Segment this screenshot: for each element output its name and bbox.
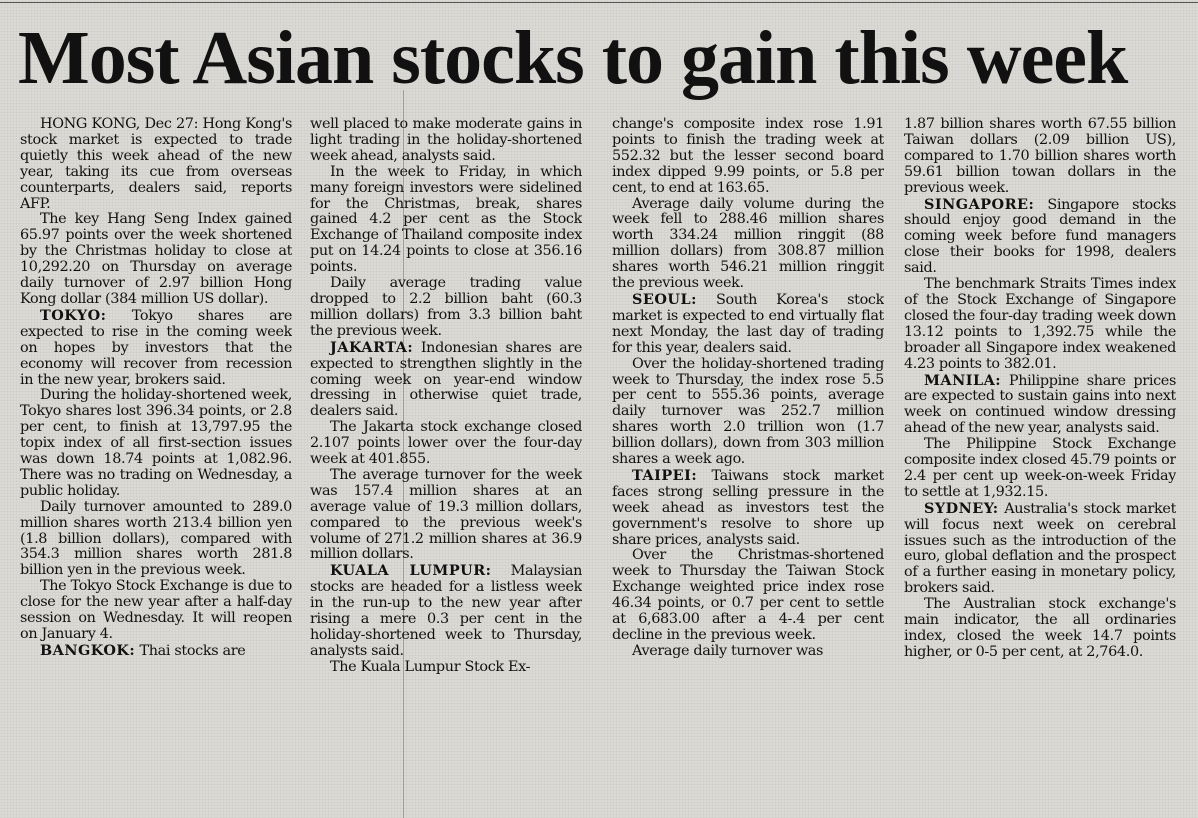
article-paragraph (20, 500, 292, 580)
article-paragraph (20, 643, 292, 660)
paragraph-text: Tokyo shares are expected to rise in the coming week on hopes by investors that the economy will recover from recession in the new year, brokers said. (20, 307, 292, 388)
market-dateline: SINGAPORE: (924, 195, 1035, 213)
paragraph-text: well placed to make moderate gains in light trading in the holiday-shortened week ahead, analysts said. (310, 117, 582, 164)
article-paragraph (612, 197, 884, 292)
paragraph-text: The key Hang Seng Index gained 65.97 points over the week shortened by the Christmas holiday to close at 10,292.20 on Thursday on average daily turnover of 2.97 billion Hong Kong dollar (384 million US dollar). (20, 211, 292, 307)
paragraph-text: Malaysian stocks are headed for a listless week in the run-up to the new year after rising a mere 0.3 per cent in the holiday-shortened week to Thursday, analysts said. (310, 563, 582, 659)
market-dateline: TAIPEI: (632, 466, 698, 484)
article-paragraph (20, 579, 292, 643)
article-paragraph (904, 437, 1176, 501)
paragraph-text: Daily average trading value dropped to 2.2 billion baht (60.3 million dollars) from 3.3 billion baht the previous week. (310, 275, 582, 339)
article-paragraph (20, 388, 292, 499)
market-dateline: JAKARTA: (330, 338, 414, 356)
article-paragraph (310, 563, 582, 659)
paragraph-text: HONG KONG, Dec 27: Hong Kong's stock market is expected to trade quietly this week ahead of the new year, taking its cue from overseas counterparts, dealers said, reports AFP. (20, 117, 292, 212)
article-paragraph (20, 308, 292, 389)
paragraph-text: The Philippine Stock Exchange composite index closed 45.79 points or 2.4 per cent up week-on-week Friday to settle at 1,932.15. (904, 436, 1176, 500)
paragraph-text: The Australian stock exchange's main indicator, the all ordinaries index, closed the week 14.7 points higher, or 0-5 per cent, at 2,764.0. (904, 596, 1176, 660)
market-dateline: SEOUL: (632, 290, 697, 308)
top-rule (0, 2, 1198, 3)
article-paragraph (310, 420, 582, 468)
article-paragraph (904, 373, 1176, 438)
market-dateline: MANILA: (924, 371, 1002, 389)
article-paragraph (310, 276, 582, 340)
paragraph-text: Over the holiday-shortened trading week to Thursday, the index rose 5.5 per cent to 555.36 points, average daily turnover was 252.7 million shares worth 2.0 trillion won (1.7 billion dollars), down from 303 million shares a week ago. (612, 355, 884, 468)
paragraph-text: The average turnover for the week was 157.4 million shares at an average value of 19.3 million dollars, compared to the previous week's volume of 271.2 million shares at 36.9 million dollars. (310, 466, 582, 563)
headline: Most Asian stocks to gain this week (18, 16, 1128, 100)
paragraph-text: Average daily turnover was (632, 642, 824, 659)
article-column-1 (20, 117, 292, 817)
paragraph-text: The benchmark Straits Times index of the Stock Exchange of Singapore closed the four-day trading week down 13.12 points to 1,392.75 while the broader all Singapore index weakened 4.23 points to 382.01. (904, 276, 1176, 372)
article-paragraph (612, 548, 884, 643)
article-paragraph (310, 468, 582, 563)
article-body (14, 117, 1190, 817)
article-paragraph (20, 117, 292, 212)
article-column-3 (612, 117, 884, 817)
article-paragraph (310, 660, 582, 676)
paragraph-text: South Korea's stock market is expected to end virtually flat next Monday, the last day of trading for this year, dealers said. (612, 291, 884, 356)
paragraph-text: 1.87 billion shares worth 67.55 billion Taiwan dollars (2.09 billion US), compared to 1.70 billion shares worth 59.61 billion towan dollars in the previous week. (904, 117, 1176, 196)
article-column-4 (904, 117, 1176, 817)
article-paragraph (310, 340, 582, 421)
article-column-2 (310, 117, 582, 817)
paragraph-text: Australia's stock market will focus next week on cerebral issues such as the introduction of the euro, global deflation and the prospect of a further easing in monetary policy, brokers said. (904, 500, 1176, 597)
article-paragraph (612, 468, 884, 549)
paragraph-text: The Tokyo Stock Exchange is due to close for the new year after a half-day session on Wednesday. It will reopen on January 4. (20, 578, 292, 642)
market-dateline: SYDNEY: (924, 499, 999, 517)
paragraph-text: Philippine share prices are expected to sustain gains into next week on continued window dressing ahead of the new year, analysts said. (904, 372, 1176, 437)
market-dateline: TOKYO: (40, 306, 107, 324)
paragraph-text: In the week to Friday, in which many foreign investors were sidelined for the Christmas, break, shares gained 4.2 per cent as the Stock Exchange of Thailand composite index put on 14.24 points to close at 356.16 points. (310, 163, 582, 276)
article-paragraph (904, 277, 1176, 372)
paragraph-text: Taiwans stock market faces strong selling pressure in the week ahead as investors test the government's resolve to shore up share prices, analysts said. (612, 467, 884, 548)
article-paragraph (612, 117, 884, 197)
paragraph-text: The Kuala Lumpur Stock Ex- (330, 658, 531, 675)
paragraph-text: Thai stocks are (135, 642, 246, 659)
paragraph-text: Average daily volume during the week fell to 288.46 million shares worth 334.24 million ringgit (88 million dollars) from 308.87 million shares worth 546.21 million ringgit the previous week. (612, 195, 884, 292)
article-paragraph (612, 644, 884, 660)
article-paragraph (20, 212, 292, 307)
paragraph-text: change's composite index rose 1.91 points to finish the trading week at 552.32 but the lesser second board index dipped 9.99 points, or 5.8 per cent, to end at 163.65. (612, 117, 884, 196)
paragraph-text: Indonesian shares are expected to strengthen slightly in the coming week on year-end window dressing in otherwise quiet trade, dealers said. (310, 339, 582, 420)
paragraph-text: Daily turnover amounted to 289.0 million shares worth 213.4 billion yen (1.8 billion dollars), compared with 354.3 million shares worth 281.8 billion yen in the previous week. (20, 498, 292, 579)
article-paragraph (612, 292, 884, 357)
article-paragraph (310, 117, 582, 165)
article-paragraph (904, 597, 1176, 661)
article-paragraph (904, 197, 1176, 278)
article-paragraph (904, 501, 1176, 597)
article-paragraph (612, 357, 884, 468)
paragraph-text: During the holiday-shortened week, Tokyo shares lost 396.34 points, or 2.8 per cent, to finish at 13,797.95 the topix index of all first-section issues was down 18.74 points at 1,082.96. There was no trading on Wednesday, a public holiday. (20, 387, 292, 499)
market-dateline: KUALA LUMPUR: (330, 562, 492, 580)
market-dateline: BANGKOK: (40, 641, 136, 659)
article-paragraph (904, 117, 1176, 197)
paragraph-text: Over the Christmas-shortened week to Thursday the Taiwan Stock Exchange weighted price index rose 46.34 points, or 0.7 per cent to settle at 6,683.00 after a 4-.4 per cent decline in the previous week. (612, 547, 884, 643)
paragraph-text: The Jakarta stock exchange closed 2.107 points lower over the four-day week at 401.855. (310, 419, 582, 468)
paragraph-text: Singapore stocks should enjoy good demand in the coming week before fund managers close their books for 1998, dealers said. (904, 196, 1176, 277)
article-paragraph (310, 165, 582, 276)
